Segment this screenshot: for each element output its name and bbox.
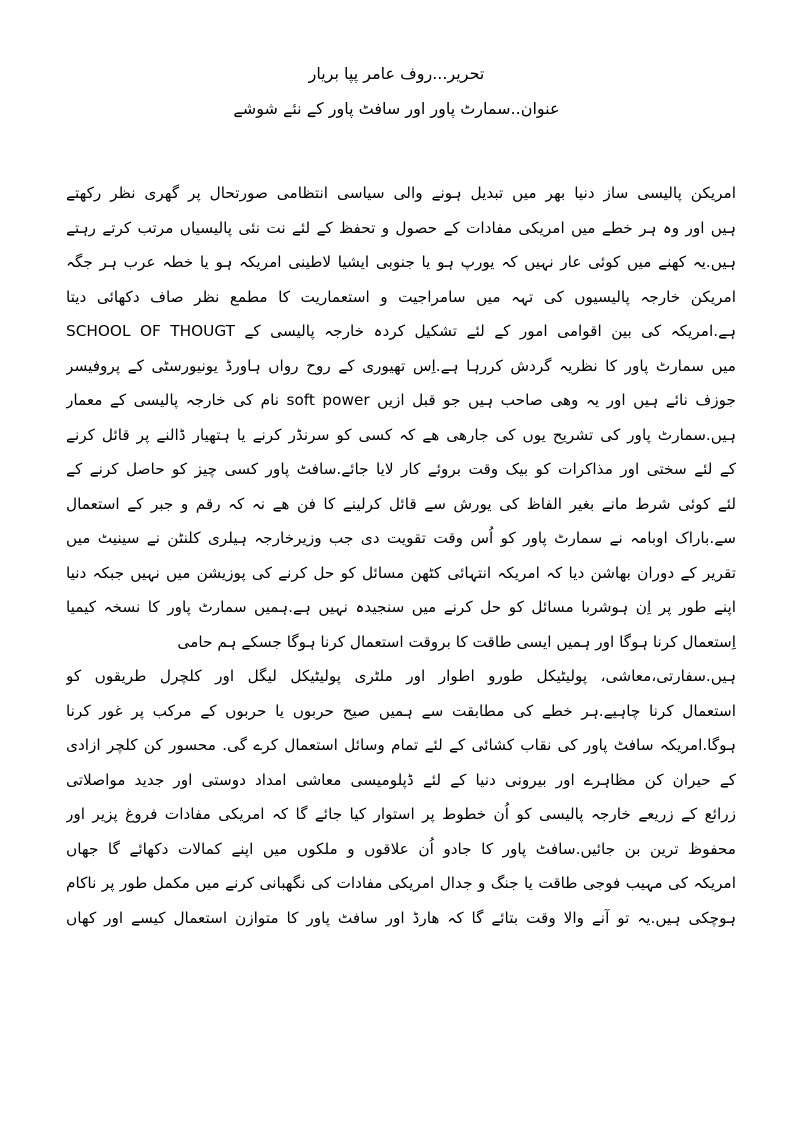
text-line: امریکہ کی مہیب فوجی طاقت یا جنگ و جدال امریکی مفادات کی نگھبانی کرنے میں مکمل طور پر ناکام	[66, 874, 736, 892]
subject-line: عنوان..سمارٹ پاور اور سافٹ پاور کے نئے شوشے	[233, 99, 560, 118]
text-line: تقریر کے دوران بھاشن دیا کہ امریکہ انتہائی کٹھن مسائل کو حل کرنے کی پوزیشن میں نہیں جبکہ دنیا	[66, 563, 736, 582]
text-line: زرائع کے زریعے خارجہ پالیسی کو اُن خطوط پر استوار کیا جائے گا کہ امریکی مفادات فروغ پزیر اور	[66, 805, 736, 823]
text-line: میں سمارٹ پاور کا نظریہ گردش کررہا ہے.اِس تھیوری کے روح رواں ہاورڈ یونیورسٹی کے پروفیسر	[66, 356, 736, 375]
text-line: استعمال کرنا چاہیے.ہر خطے کی مطابقت سے ہمیں صیح حربوں یا حربوں کے مرکب پر غور کرنا	[66, 701, 736, 720]
author-line: تحریر...روف عامر پپا بریار	[308, 64, 485, 83]
text-line: ہیں.سمارٹ پاور کی تشریح یوں کی جارھی ھے کہ کسی کو سرنڈر کرنے یا ہتھیار ڈالنے پر قائل کرنے	[66, 425, 736, 444]
text-line: ہیں.سفارتی،معاشی، پولیٹیکل طورو اطوار اور ملٹری پولیٹیکل لیگل اور کلچرل طریقوں کو	[66, 667, 736, 685]
text-line: ہیں اور وہ ہر خطے میں امریکی مفادات کے حصول و تحفظ کے لئے نت نئی پالیسیاں مرتب کرتے رہتے	[66, 218, 736, 237]
text-line: امریکن پالیسی ساز دنیا بھر میں تبدیل ہونے والی سیاسی انتظامی صورتحال پر گھری نظر رکھتے	[66, 184, 736, 202]
text-line: ہوچکی ہیں.یہ تو آنے والا وقت بتائے گا کہ ھارڈ اور سافٹ پاور کا متوازن استعمال کیسے اور کھاں	[66, 908, 736, 927]
text-line: اِستعمال کرنا ہوگا اور ہمیں ایسی طاقت کا بروقت استعمال کرنا ہوگا جسکے ہم حامی	[177, 632, 736, 651]
text-line: سے.باراک اوبامہ نے سمارٹ پاور کو اُس وقت تقویت دی جب وزیرخارجہ ہیلری کلنٹن نے سینیٹ میں	[66, 529, 736, 547]
article-body	[66, 176, 736, 935]
text-line: کے لئے سختی اور مذاکرات کو بیک وقت بروئے کار لایا جائے.سافٹ پاور کسی چیز کو حاصل کرنے کے	[66, 460, 736, 478]
text-line: ہیں.یہ کھنے میں کوئی عار نہیں کہ یورپ ہو یا جنوبی ایشیا لاطینی امریکہ ہو یا خطہ عرب ہر جگہ	[66, 253, 736, 271]
text-line: کے حیران کن مظاہرے اور بیرونی دنیا کے لئے ڈپلومیسی معاشی امداد دوستی اور جدید مواصلاتی	[66, 770, 736, 789]
text-line: لئے کوئی شرط مانے بغیر الفاظ کی یورش سے قائل کرلینے کا فن ھے نہ کہ رقم و جبر کے استعمال	[66, 494, 736, 513]
text-line: محفوظ ترین بن جائیں.سافٹ پاور کا جادو اُن علاقوں و ملکوں میں اپنے کمالات دکھائے گا جھاں	[66, 839, 736, 858]
text-line: جوزف نائے ہیں اور یہ وھی صاحب ہیں جو قبل ازیں soft power نام کی خارجہ پالیسی کے معمار	[66, 391, 736, 409]
text-line: ہے.امریکہ کی بین اقوامی امور کے لئے تشکیل کردہ خارجہ پالیسی کے SCHOOL OF THOUGT	[66, 322, 736, 340]
text-line: ہوگا.امریکہ سافٹ پاور کی نقاب کشائی کے لئے تمام وسائل استعمال کرے گی. محسور کن کلچر ازادی	[66, 736, 736, 754]
text-line: امریکن خارجہ پالیسیوں کی تہہ میں سامراجیت و استعماریت کا مطمع نظر صاف دکھائی دیتا	[66, 287, 736, 306]
text-line: اپنے طور پر اِن ہوشربا مسائل کو حل کرنے میں سنجیدہ نہیں ہے.ہمیں سمارٹ پاور کا نسخہ کیمیا	[66, 598, 736, 616]
